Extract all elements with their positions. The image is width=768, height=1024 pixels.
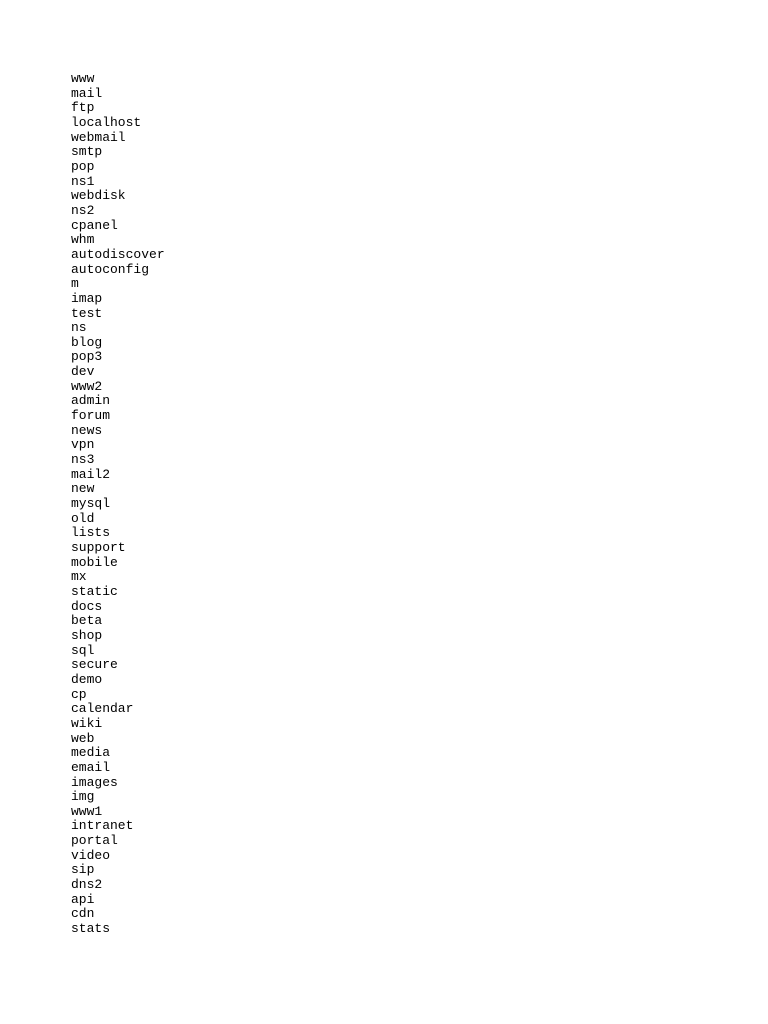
wordlist-line: news	[71, 422, 103, 438]
wordlist-line: sip	[71, 862, 95, 878]
wordlist-line: autodiscover	[71, 246, 165, 262]
wordlist-line: ns2	[71, 202, 95, 218]
wordlist-line: blog	[71, 334, 103, 350]
wordlist-line: wiki	[71, 715, 103, 731]
wordlist-line: mail	[71, 85, 103, 101]
wordlist-line: webmail	[71, 129, 126, 145]
wordlist-line: cdn	[71, 906, 95, 922]
wordlist-line: static	[71, 583, 118, 599]
wordlist-line: autoconfig	[71, 261, 150, 277]
wordlist-line: pop3	[71, 349, 103, 365]
wordlist-line: test	[71, 305, 103, 321]
wordlist-line: www1	[71, 803, 103, 819]
wordlist-line: mobile	[71, 554, 118, 570]
wordlist-line: cp	[71, 686, 87, 702]
wordlist-line: imap	[71, 290, 103, 306]
wordlist-line: web	[71, 730, 95, 746]
wordlist-line: mysql	[71, 496, 111, 512]
wordlist-line: intranet	[71, 818, 134, 834]
wordlist-line: docs	[71, 598, 103, 614]
wordlist-line: media	[71, 745, 111, 761]
wordlist-line: portal	[71, 833, 118, 849]
wordlist-line: sql	[71, 642, 95, 658]
wordlist-line: vpn	[71, 437, 95, 453]
wordlist-line: www	[71, 71, 95, 86]
wordlist-line: ftp	[71, 100, 95, 116]
wordlist-line: lists	[71, 525, 111, 541]
wordlist-line: stats	[71, 921, 111, 937]
wordlist-line: api	[71, 891, 95, 907]
wordlist-line: localhost	[71, 114, 142, 130]
wordlist-line: whm	[71, 232, 95, 248]
wordlist-line: cpanel	[71, 217, 118, 233]
wordlist-line: mail2	[71, 466, 111, 482]
wordlist-line: dev	[71, 364, 95, 380]
wordlist-line: ns3	[71, 452, 95, 468]
wordlist-line: video	[71, 847, 111, 863]
wordlist-line: email	[71, 759, 111, 775]
wordlist-line: ns	[71, 320, 87, 336]
wordlist-line: ns1	[71, 173, 95, 189]
wordlist-line: secure	[71, 657, 118, 673]
subdomain-wordlist	[71, 72, 165, 937]
wordlist-line: shop	[71, 627, 103, 643]
wordlist-line: www2	[71, 378, 103, 394]
wordlist-line: smtp	[71, 144, 103, 160]
wordlist-line: webdisk	[71, 188, 126, 204]
wordlist-line: support	[71, 540, 126, 555]
wordlist-line: mx	[71, 569, 87, 585]
wordlist-line: forum	[71, 408, 111, 424]
wordlist-line: new	[71, 481, 95, 497]
wordlist-line: images	[71, 774, 118, 790]
wordlist-line: beta	[71, 613, 103, 629]
wordlist-line: m	[71, 276, 79, 292]
wordlist-line: admin	[71, 393, 111, 409]
wordlist-line: old	[71, 510, 95, 526]
wordlist-line: demo	[71, 671, 103, 687]
wordlist-line: dns2	[71, 877, 103, 893]
wordlist-line: pop	[71, 158, 95, 174]
wordlist-line: img	[71, 789, 95, 805]
wordlist-line: calendar	[71, 701, 134, 717]
